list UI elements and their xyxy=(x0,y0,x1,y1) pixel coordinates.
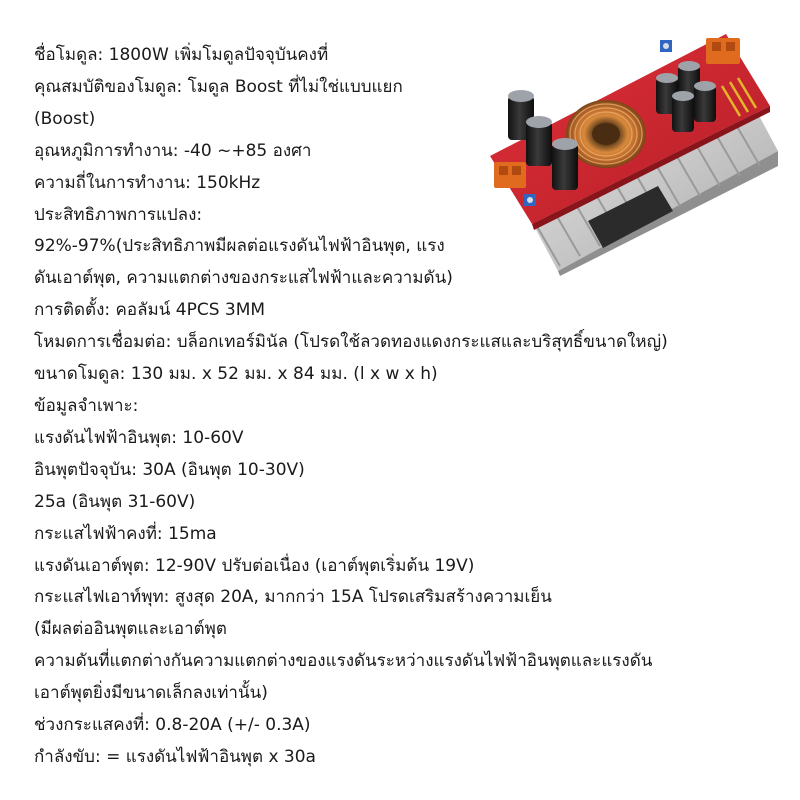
output-power-line: กำลังขับ: = แรงดันไฟฟ้าอินพุต x 30a xyxy=(34,746,316,767)
module-feature-line-cont: (Boost) xyxy=(34,108,96,129)
output-current-note-line-end: เอาต์พุตยิ่งมีขนาดเล็กลงเท่านั้น) xyxy=(34,683,268,704)
connection-mode-line: โหมดการเชื่อมต่อ: บล็อกเทอร์มินัล (โปรดใช้ลวดทองแดงกระแสและบริสุทธิ์ขนาดใหญ่) xyxy=(34,332,668,353)
operating-temperature-line: อุณหภูมิการทำงาน: -40 ~+85 องศา xyxy=(34,140,312,161)
conversion-efficiency-line: 92%-97%(ประสิทธิภาพมีผลต่อแรงดันไฟฟ้าอินพุต, แรง xyxy=(34,236,445,257)
module-feature-line: คุณสมบัติของโมดูล: โมดูล Boost ที่ไม่ใช่แบบแยก xyxy=(34,76,403,97)
input-current-line: อินพุตปัจจุบัน: 30A (อินพุต 10-30V) xyxy=(34,459,305,480)
input-current-line-cont: 25a (อินพุต 31-60V) xyxy=(34,491,196,512)
constant-current-line: กระแสไฟฟ้าคงที่: 15ma xyxy=(34,523,217,544)
output-current-line: กระแสไฟเอาท์พุท: สูงสุด 20A, มากกว่า 15A โปรดเสริมสร้างความเย็น xyxy=(34,587,552,608)
output-current-note-line-cont: ความดันที่แตกต่างกันความแตกต่างของแรงดันระหว่างแรงดันไฟฟ้าอินพุตและแรงดัน xyxy=(34,651,653,672)
conversion-efficiency-line-cont: ดันเอาต์พุต, ความแตกต่างของกระแสไฟฟ้าและความดัน) xyxy=(34,268,453,289)
input-voltage-line: แรงดันไฟฟ้าอินพุต: 10-60V xyxy=(34,427,244,448)
module-name-line: ชื่อโมดูล: 1800W เพิ่มโมดูลปัจจุบันคงที่ xyxy=(34,45,329,65)
output-current-note-line: (มีผลต่ออินพุตและเอาต์พุต xyxy=(34,619,227,640)
installation-line: การติดตั้ง: คอลัมน์ 4PCS 3MM xyxy=(34,300,266,321)
module-size-line: ขนาดโมดูล: 130 มม. x 52 มม. x 84 มม. (l x w x h) xyxy=(34,364,438,385)
output-voltage-line: แรงดันเอาต์พุต: 12-90V ปรับต่อเนื่อง (เอาต์พุตเริ่มต้น 19V) xyxy=(34,555,475,576)
conversion-efficiency-label: ประสิทธิภาพการแปลง: xyxy=(34,204,203,225)
spec-text xyxy=(34,40,734,774)
specifications-heading: ข้อมูลจำเพาะ: xyxy=(34,395,139,416)
constant-current-range-line: ช่วงกระแสคงที่: 0.8-20A (+/- 0.3A) xyxy=(34,715,311,736)
operating-frequency-line: ความถี่ในการทำงาน: 150kHz xyxy=(34,172,261,193)
